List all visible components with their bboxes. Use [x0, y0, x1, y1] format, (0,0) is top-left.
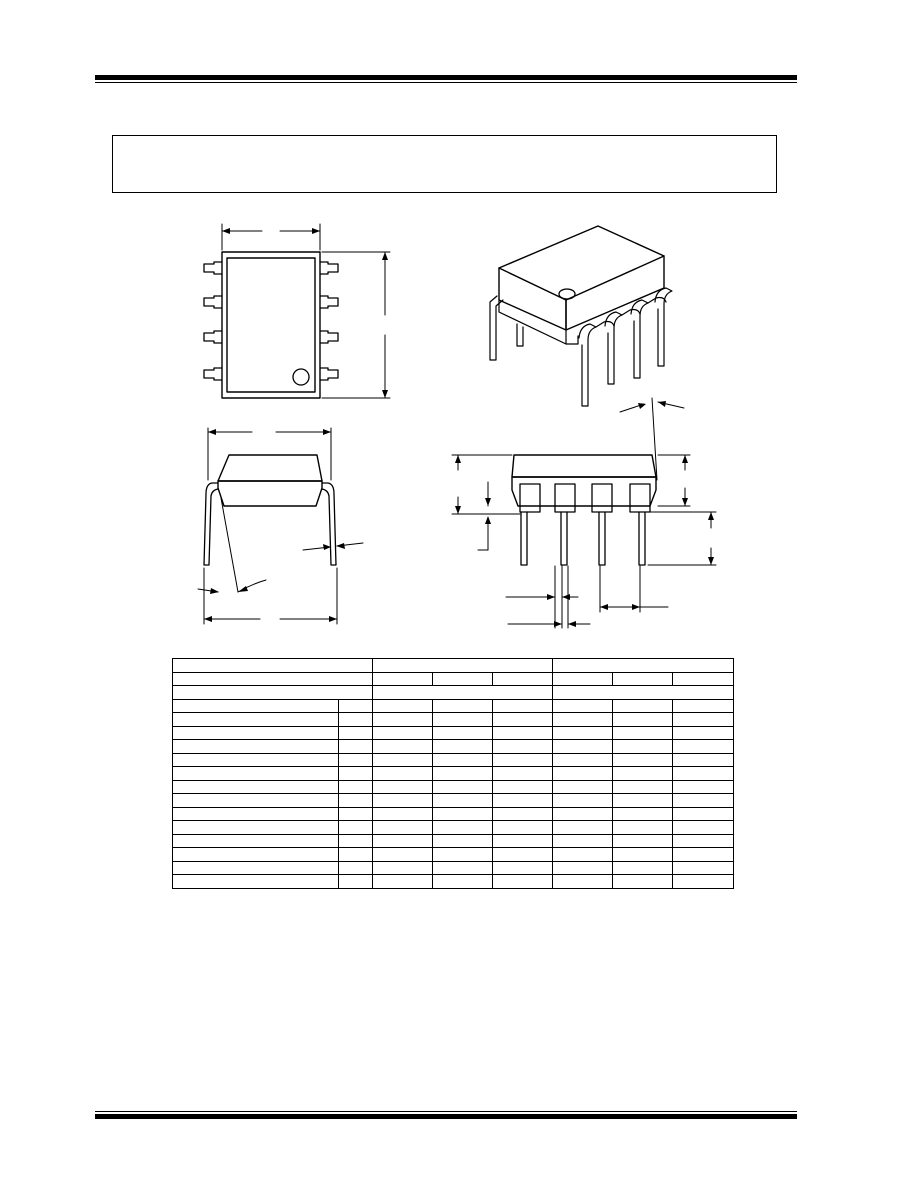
table-cell [373, 767, 433, 781]
isometric-view [490, 226, 672, 406]
table-cell [613, 672, 673, 686]
table-cell [173, 740, 339, 754]
table-cell [173, 767, 339, 781]
table-cell [553, 861, 613, 875]
table-cell [553, 659, 734, 673]
table-cell [433, 713, 493, 727]
table-cell [673, 861, 734, 875]
table-cell [173, 713, 339, 727]
table-cell [373, 753, 433, 767]
table-cell [493, 834, 553, 848]
table-cell [173, 726, 339, 740]
table-cell [339, 753, 373, 767]
table-cell [433, 861, 493, 875]
table-cell [493, 848, 553, 862]
table-cell [339, 848, 373, 862]
table-cell [339, 699, 373, 713]
table-cell [433, 726, 493, 740]
table-cell [613, 848, 673, 862]
table-cell [613, 767, 673, 781]
table-cell [673, 821, 734, 835]
table-cell [339, 807, 373, 821]
table-cell [613, 834, 673, 848]
table-cell [433, 875, 493, 889]
table-cell [433, 794, 493, 808]
table-cell [553, 875, 613, 889]
table-cell [493, 794, 553, 808]
table-cell [433, 807, 493, 821]
table-cell [173, 821, 339, 835]
table-row [173, 740, 734, 754]
table-cell [613, 875, 673, 889]
table-cell [339, 875, 373, 889]
table-row [173, 807, 734, 821]
table-cell [673, 753, 734, 767]
table-cell [613, 807, 673, 821]
table-row [173, 861, 734, 875]
table-cell [173, 780, 339, 794]
table-cell [339, 740, 373, 754]
table-cell [553, 767, 613, 781]
table-cell [173, 686, 373, 700]
table-cell [553, 834, 613, 848]
table-cell [433, 848, 493, 862]
table-cell [433, 780, 493, 794]
table-cell [373, 780, 433, 794]
top-view [204, 224, 390, 398]
table-cell [339, 780, 373, 794]
table-cell [493, 807, 553, 821]
table-cell [373, 848, 433, 862]
table-row [173, 834, 734, 848]
table-cell [373, 794, 433, 808]
table-cell [339, 861, 373, 875]
table-cell [373, 740, 433, 754]
table-cell [673, 807, 734, 821]
table-cell [553, 713, 613, 727]
table-cell [673, 794, 734, 808]
table-cell [339, 767, 373, 781]
table-cell [173, 672, 373, 686]
table-cell [339, 834, 373, 848]
top-view-left-pins [204, 262, 222, 380]
table-row [173, 686, 734, 700]
table-cell [339, 713, 373, 727]
table-cell [553, 794, 613, 808]
table-cell [613, 699, 673, 713]
table-cell [373, 834, 433, 848]
table-row [173, 659, 734, 673]
table-cell [553, 753, 613, 767]
table-cell [553, 699, 613, 713]
table-cell [613, 713, 673, 727]
table-cell [553, 807, 613, 821]
table-cell [173, 861, 339, 875]
table-cell [433, 672, 493, 686]
table-cell [613, 780, 673, 794]
table-cell [613, 821, 673, 835]
table-cell [433, 699, 493, 713]
table-cell [493, 726, 553, 740]
table-cell [673, 713, 734, 727]
table-cell [433, 767, 493, 781]
top-view-right-pins [320, 262, 338, 380]
table-row [173, 875, 734, 889]
table-cell [173, 848, 339, 862]
table-cell [433, 753, 493, 767]
table-cell [373, 713, 433, 727]
table-cell [673, 699, 734, 713]
table-cell [493, 740, 553, 754]
side-view [452, 398, 716, 628]
table-cell [493, 767, 553, 781]
table-cell [613, 753, 673, 767]
table-cell [613, 740, 673, 754]
table-cell [613, 861, 673, 875]
table-row [173, 699, 734, 713]
table-cell [373, 875, 433, 889]
table-cell [373, 807, 433, 821]
table-cell [173, 753, 339, 767]
top-view-body [222, 252, 320, 398]
table-cell [173, 659, 373, 673]
table-cell [553, 672, 613, 686]
iso-pin1-indicator [559, 289, 575, 299]
table-cell [493, 672, 553, 686]
table-row [173, 672, 734, 686]
table-cell [173, 875, 339, 889]
pin1-indicator [293, 369, 309, 385]
table-cell [553, 726, 613, 740]
table-row [173, 848, 734, 862]
table-row [173, 753, 734, 767]
top-view-body-inner [227, 258, 315, 392]
table-cell [553, 686, 734, 700]
table-cell [339, 726, 373, 740]
footer-rule-thick [95, 1114, 797, 1119]
table-cell [373, 672, 433, 686]
dimension-table [172, 658, 734, 889]
table-row [173, 767, 734, 781]
table-cell [173, 699, 339, 713]
table-cell [673, 672, 734, 686]
table-cell [339, 794, 373, 808]
table-cell [373, 821, 433, 835]
table-cell [673, 834, 734, 848]
table-cell [433, 834, 493, 848]
table-row [173, 794, 734, 808]
table-cell [553, 848, 613, 862]
table-cell [493, 699, 553, 713]
table-cell [373, 699, 433, 713]
table-cell [373, 861, 433, 875]
footer-rule-thin [95, 1111, 797, 1112]
table-cell [553, 821, 613, 835]
table-cell [433, 740, 493, 754]
table-cell [493, 875, 553, 889]
table-cell [433, 821, 493, 835]
table-cell [673, 767, 734, 781]
table-cell [553, 780, 613, 794]
table-cell [493, 861, 553, 875]
table-cell [673, 780, 734, 794]
table-cell [339, 821, 373, 835]
table-cell [673, 875, 734, 889]
table-row [173, 713, 734, 727]
table-cell [673, 848, 734, 862]
table-row [173, 821, 734, 835]
table-row [173, 780, 734, 794]
table-cell [553, 740, 613, 754]
table-cell [493, 753, 553, 767]
table-cell [673, 740, 734, 754]
table-cell [173, 807, 339, 821]
table-cell [673, 726, 734, 740]
table-cell [493, 713, 553, 727]
table-cell [373, 659, 553, 673]
table-cell [613, 726, 673, 740]
table-cell [373, 686, 553, 700]
table-cell [173, 794, 339, 808]
table-cell [493, 780, 553, 794]
table-cell [373, 726, 433, 740]
end-view [198, 428, 363, 624]
table-row [173, 726, 734, 740]
table-cell [173, 834, 339, 848]
table-cell [613, 794, 673, 808]
table-cell [493, 821, 553, 835]
